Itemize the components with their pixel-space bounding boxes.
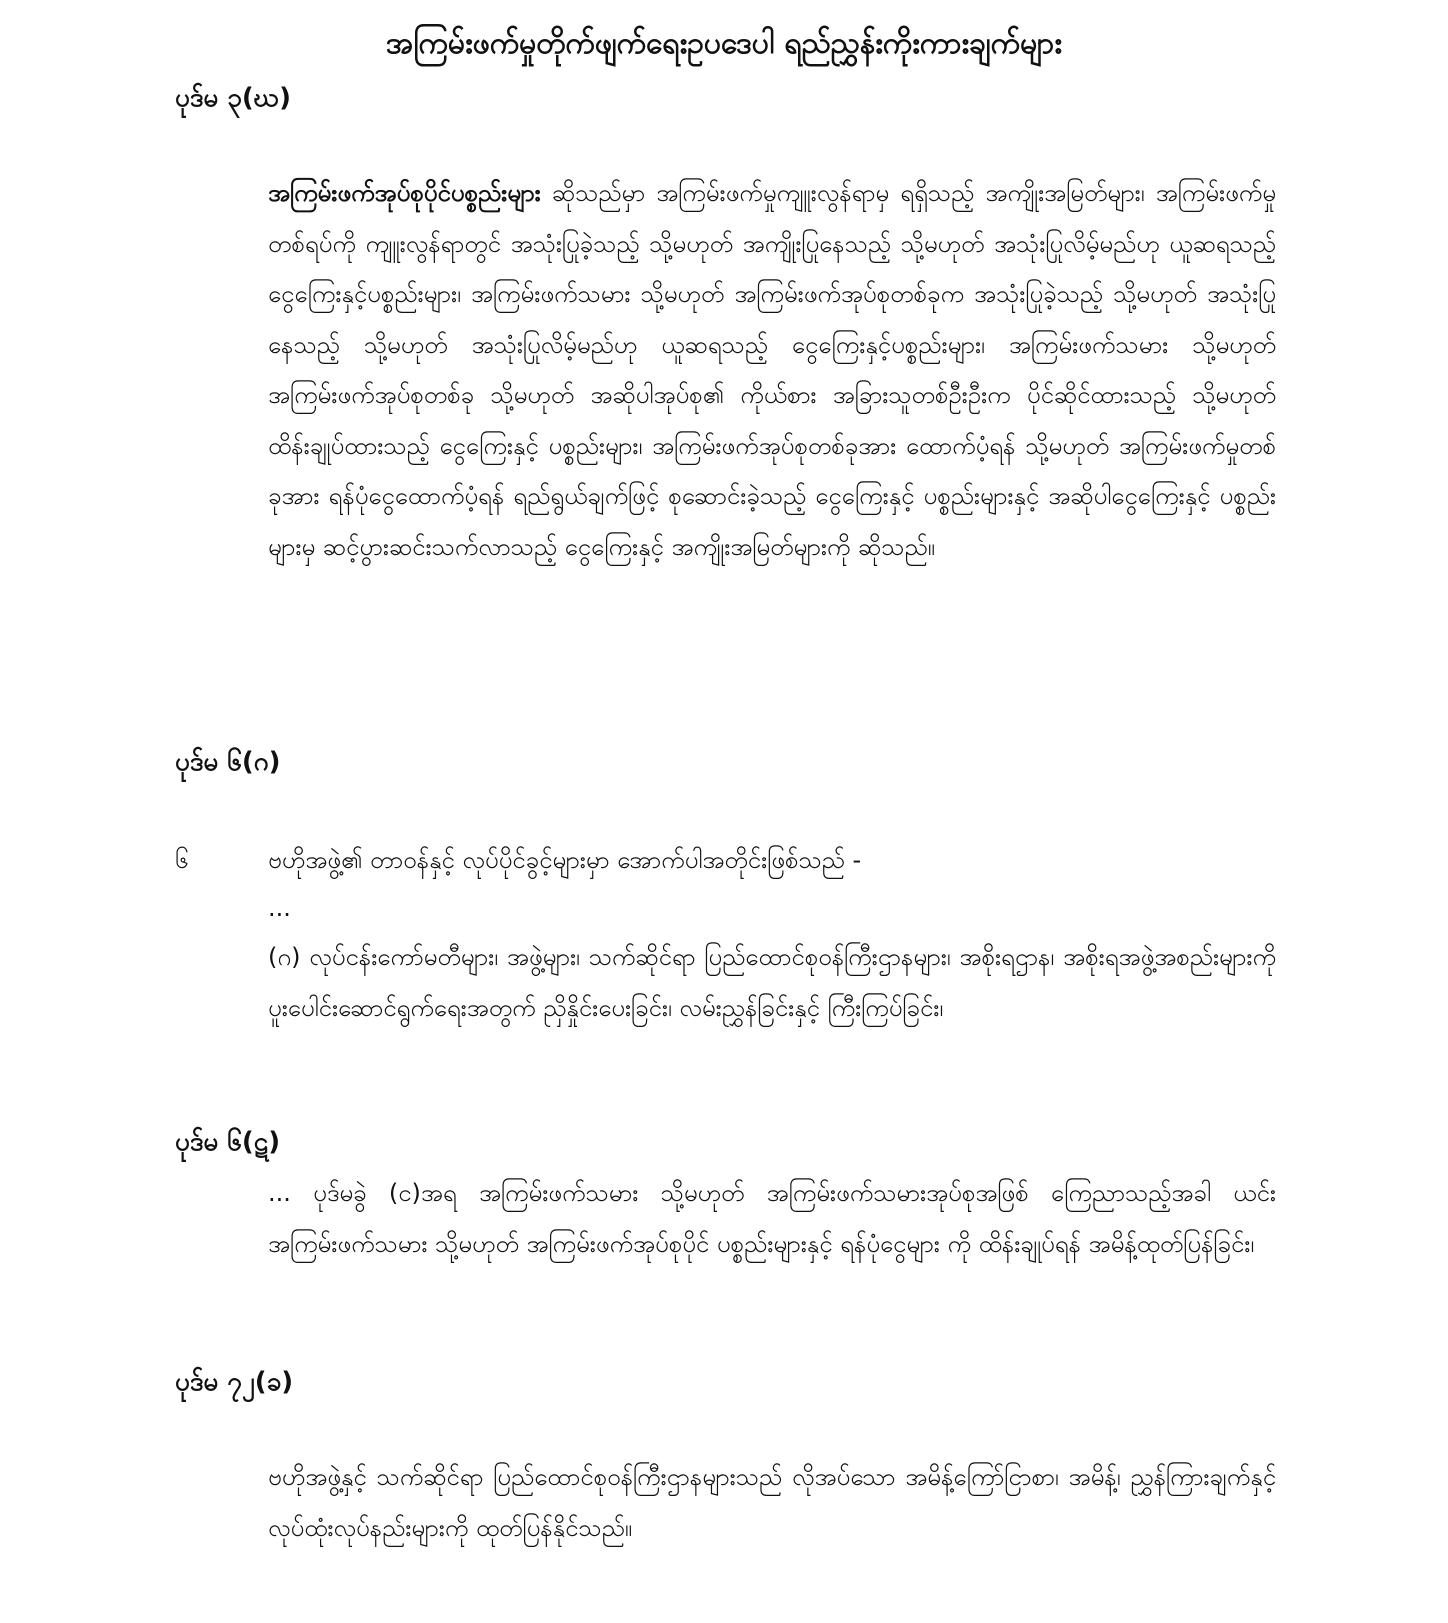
definition-text: ဆိုသည်မှာ အကြမ်းဖက်မှုကျူးလွန်ရာမှ ရရှိသည့် အကျိုးအမြတ်များ၊ အကြမ်းဖက်မှု တစ်ရပ်ကို ကျူးလွန်ရာတွင် အသုံးပြုခဲ့သည့် သို့မဟုတ် အကျိုးပြုနေသည့် သို့မဟုတ် အသုံးပြုလိမ့်မည်ဟု ယူဆရသည့် ငွေကြေးနှင့်ပစ္စည်းများ၊ အကြမ်းဖက်သမား သို့မဟုတ် အကြမ်းဖက်အုပ်စုတစ်ခုက အသုံးပြုခဲ့သည့် သို့မဟုတ် အသုံးပြုနေသည့် သို့မဟုတ် အသုံးပြုလိမ့်မည်ဟု ယူဆရသည့် ငွေကြေးနှင့်ပစ္စည်းများ၊ အကြမ်းဖက်သမား သို့မဟုတ် အကြမ်းဖက်အုပ်စုတစ်ခု သို့မဟုတ် အဆိုပါအုပ်စု၏ ကိုယ်စား အခြားသူတစ်ဦးဦးက ပိုင်ဆိုင်ထားသည့် သို့မဟုတ် ထိန်းချုပ်ထားသည့် ငွေကြေးနှင့် ပစ္စည်းများ၊ အကြမ်းဖက်အုပ်စုတစ်ခုအား ထောက်ပံ့ရန် သို့မဟုတ် အကြမ်းဖက်မှုတစ်ခုအား ရန်ပုံငွေထောက်ပံ့ရန် ရည်ရွယ်ချက်ဖြင့် စုဆောင်းခဲ့သည့် ငွေကြေးနှင့် ပစ္စည်းများနှင့် အဆိုပါငွေကြေးနှင့် ပစ္စည်းများမှ ဆင့်ပွားဆင်းသက်လာသည့် ငွေကြေးနှင့် အကျိုးအမြတ်များကို ဆိုသည်။ (268, 179, 1276, 561)
section-body-72kha: ဗဟိုအဖွဲ့နှင့် သက်ဆိုင်ရာ ပြည်ထောင်စုဝန်ကြီးဌာနများသည် လိုအပ်သော အမိန့်ကြော်ငြာစာ၊ အမိန့်၊ ညွှန်ကြားချက်နှင့် လုပ်ထုံးလုပ်နည်းများကို ထုတ်ပြန်နိုင်သည်။ (268, 1463, 1276, 1542)
clause-number: ၆ (175, 846, 189, 874)
ellipsis: ... (268, 894, 291, 922)
section-body-6tta: ... ပုဒ်မခွဲ (င)အရ အကြမ်းဖက်သမား သို့မဟုတ် အကြမ်းဖက်သမားအုပ်စုအဖြစ် ကြေညာသည့်အခါ ယင်းအကြမ်းဖက်သမား သို့မဟုတ် အကြမ်းဖက်အုပ်စုပိုင် ပစ္စည်းများနှင့် ရန်ပုံငွေများ ကို ထိန်းချုပ်ရန် အမိန့်ထုတ်ပြန်ခြင်း၊ (268, 1179, 1276, 1258)
document-title: အကြမ်းဖက်မှုတိုက်ဖျက်ရေးဥပဒေပါ ရည်ညွှန်းကိုးကားချက်များ (386, 26, 1062, 61)
clause-intro: ဗဟိုအဖွဲ့၏ တာဝန်နှင့် လုပ်ပိုင်ခွင့်များမှာ အောက်ပါအတိုင်းဖြစ်သည် - (268, 846, 862, 874)
section-body-3gha (268, 168, 1276, 572)
section-heading-6tta: ပုဒ်မ ၆(ဋ) (175, 1127, 281, 1157)
section-body-6ga: (ဂ) လုပ်ငန်းကော်မတီများ၊ အဖွဲ့များ၊ သက်ဆိုင်ရာ ပြည်ထောင်စုဝန်ကြီးဌာနများ၊ အစိုးရဌာန၊ အစိုးရအဖွဲ့အစည်းများကို ပူးပေါင်းဆောင်ရွက်ရေးအတွက် ညှိနှိုင်းပေးခြင်း၊ လမ်းညွှန်ခြင်းနှင့် ကြီးကြပ်ခြင်း၊ (268, 943, 1276, 1022)
section-heading-72kha: ပုဒ်မ ၇၂(ခ) (175, 1367, 294, 1397)
defined-term: အကြမ်းဖက်အုပ်စုပိုင်ပစ္စည်းများ (268, 179, 541, 207)
section-heading-3gha: ပုဒ်မ ၃(ဃ) (175, 83, 292, 113)
section-heading-6ga: ပုဒ်မ ၆(ဂ) (175, 747, 281, 777)
